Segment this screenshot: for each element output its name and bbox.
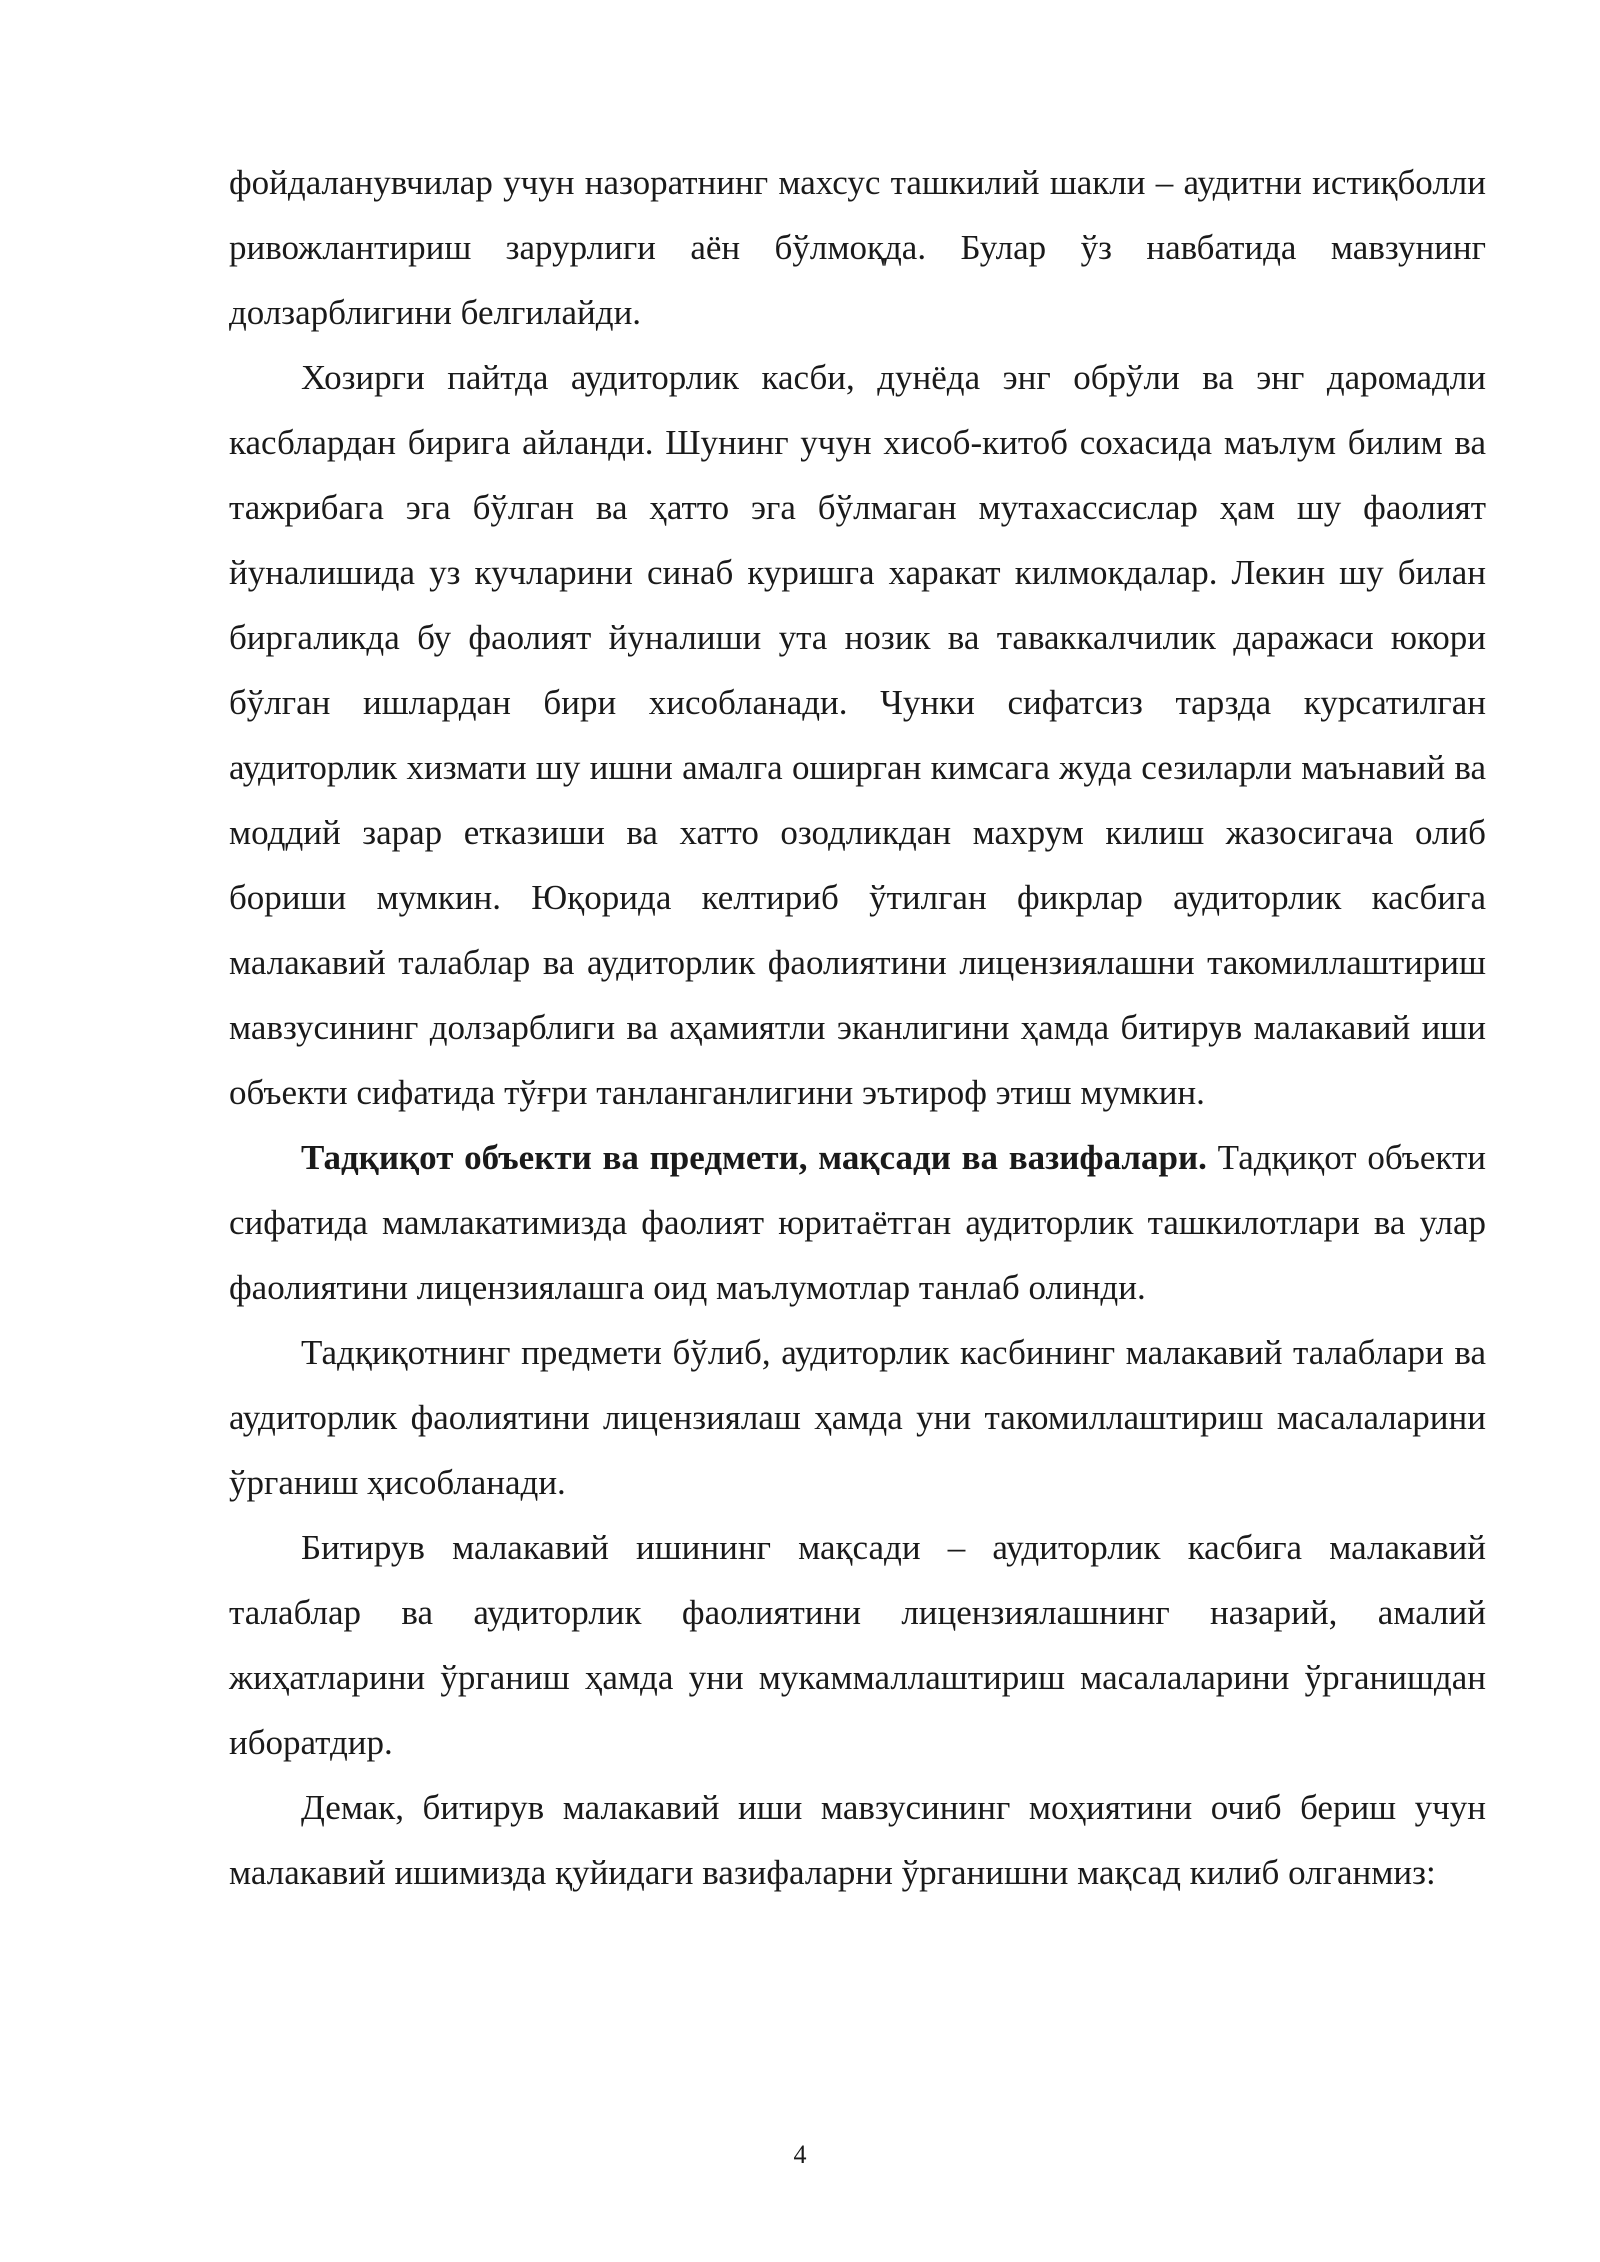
paragraph-continuation: фойдаланувчилар учун назоратнинг махсус ташкилий шакли – аудитни истиқболли ривожлантириш зарурлиги аён бўлмоқда. Булар ўз навбатида мавзунинг долзарблигини белгилайди.: [229, 163, 1486, 332]
paragraph-research-object: [229, 1125, 1486, 1320]
paragraph-thesis-goal: Битирув малакавий ишининг мақсади – аудиторлик касбига малакавий талаблар ва аудиторлик фаолиятини лицензиялашнинг назарий, амалий жиҳатларини ўрганиш ҳамда уни мукаммаллаштириш масалаларини ўрганишдан иборатдир.: [229, 1528, 1486, 1762]
body-text: [229, 150, 1486, 1905]
paragraph-research-subject: Тадқиқотнинг предмети бўлиб, аудиторлик касбининг малакавий талаблари ва аудиторлик фаолиятини лицензиялаш ҳамда уни такомиллаштириш масалаларини ўрганиш ҳисобланади.: [229, 1333, 1486, 1502]
page-number: 4: [793, 2140, 807, 2169]
paragraph-auditor-profession: Хозирги пайтда аудиторлик касби, дунёда энг обрўли ва энг даромадли касблардан бирига айланди. Шунинг учун хисоб-китоб сохасида маълум билим ва тажрибага эга бўлган ва ҳатто эга бўлмаган мутахассислар ҳам шу фаолият йуналишида уз кучларини синаб куришга харакат килмокдалар. Лекин шу билан биргаликда бу фаолият йуналиши ута нозик ва таваккалчилик даражаси юкори бўлган ишлардан бири хисобланади. Чунки сифатсиз тарзда курсатилган аудиторлик хизмати шу ишни амалга оширган кимсага жуда сезиларли маънавий ва моддий зарар етказиши ва хатто озодликдан махрум килиш жазосигача олиб бориши мумкин. Юқорида келтириб ўтилган фикрлар аудиторлик касбига малакавий талаблар ва аудиторлик фаолиятини лицензиялашни такомиллаштириш мавзусининг долзарблиги ва аҳамиятли эканлигини ҳамда битирув малакавий иши объекти сифатида тўғри танланганлигини эътироф этиш мумкин.: [229, 358, 1486, 1112]
research-object-heading: Тадқиқот объекти ва предмети, мақсади ва вазифалари.: [301, 1138, 1207, 1177]
paragraph-tasks-intro: Демак, битирув малакавий иши мавзусининг моҳиятини очиб бериш учун малакавий ишимизда қуйидаги вазифаларни ўрганишни мақсад килиб олганмиз:: [229, 1788, 1486, 1892]
research-object-text: Тадқиқот объекти сифатида мамлакатимизда фаолият юритаётган аудиторлик ташкилотлари ва улар фаолиятини лицензиялашга оид маълумотлар танлаб олинди.: [229, 1138, 1486, 1307]
